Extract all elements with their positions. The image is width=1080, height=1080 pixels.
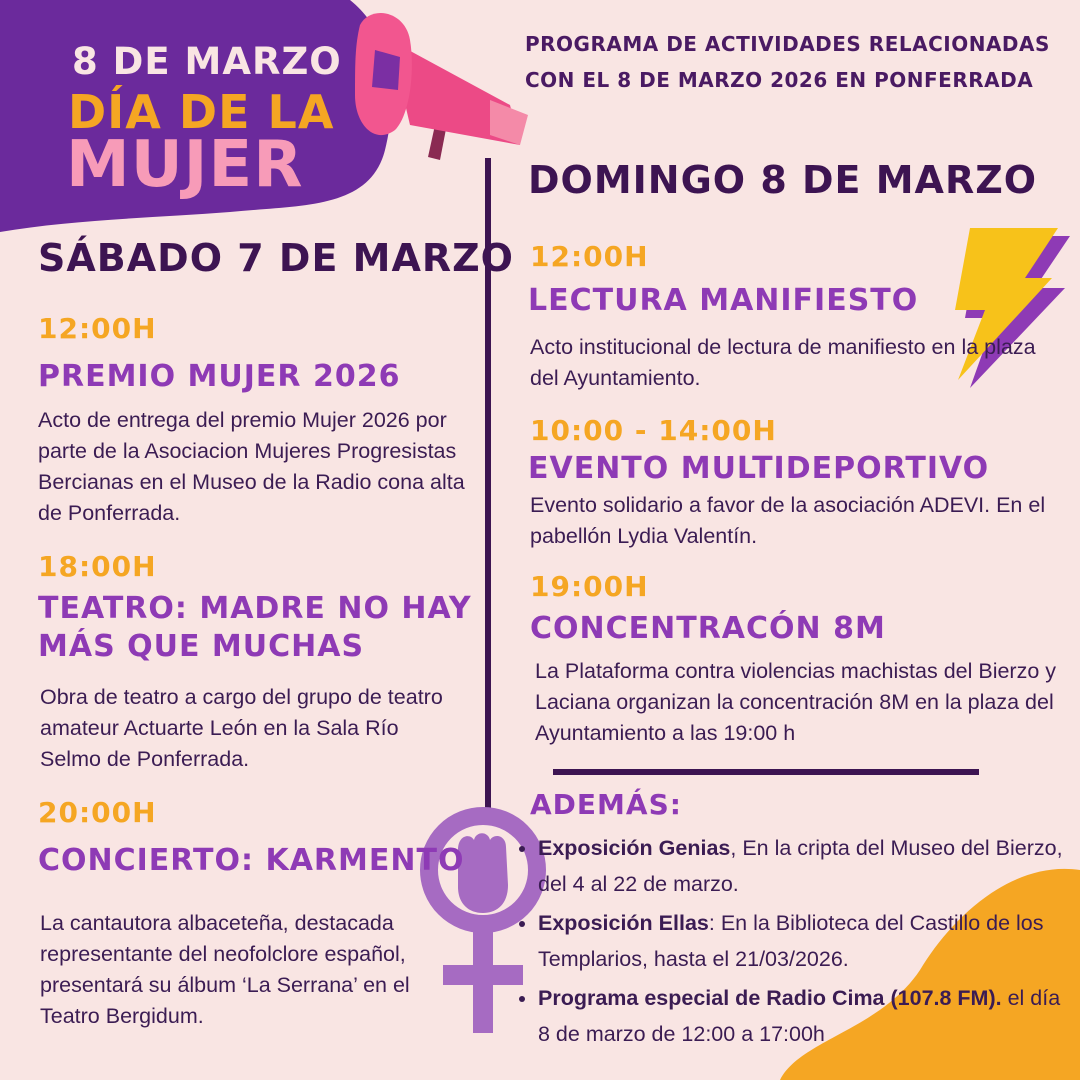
header-woman: MUJER [66,128,304,202]
list-item [538,980,1065,1052]
event-description: Acto de entrega del premio Mujer 2026 por parte de la Asociacion Mujeres Progresistas Bercianas en el Museo de la Radio cona alta de Ponferrada. [38,408,465,525]
event-description: La Plataforma contra violencias machistas del Bierzo y Laciana organizan la concentración 8M en la plaza del Ayuntamiento a las 19:00 h [535,659,1057,745]
program-title-line1: PROGRAMA DE ACTIVIDADES RELACIONADAS [525,32,1050,56]
event-description: Evento solidario a favor de la asociación ADEVI. En el pabellón Lydia Valentín. [530,493,1046,548]
event-time: 12:00H [530,240,649,273]
event-time: 12:00H [38,312,157,345]
sunday-title: DOMINGO 8 DE MARZO [528,158,1038,202]
ademas-list [510,830,1065,1055]
list-item-text: el día 8 de marzo de 12:00 a 17:00h [538,986,1061,1046]
event-title: PREMIO MUJER 2026 [38,359,401,394]
event-title-line2: MÁS QUE MUCHAS [38,629,365,664]
list-item [538,830,1065,902]
ademas-title: ADEMÁS: [530,788,682,821]
list-item-title: Exposición Ellas [538,911,709,935]
event-description: Obra de teatro a cargo del grupo de teatro amateur Actuarte León en la Sala Río Selmo de Ponferrada. [40,685,443,771]
list-item-text: , En la cripta del Museo del Bierzo, del 4 al 22 de marzo. [538,836,1063,896]
list-item-title: Exposición Genias [538,836,731,860]
program-title-line2: CON EL 8 DE MARZO 2026 EN PONFERRADA [525,68,1034,92]
list-item [538,905,1065,977]
megaphone-icon [350,5,530,170]
event-title: EVENTO MULTIDEPORTIVO [528,451,990,486]
event-time: 10:00 - 14:00H [530,414,777,447]
header-day: DÍA DE LA [68,85,335,139]
event-time: 20:00H [38,796,157,829]
event-time: 19:00H [530,570,649,603]
event-title: CONCIERTO: KARMENTO [38,843,465,878]
list-item-title: Programa especial de Radio Cima (107.8 FM). [538,986,1002,1010]
event-description: Acto institucional de lectura de manifiesto en la plaza del Ayuntamiento. [530,335,1036,390]
event-time: 18:00H [38,550,157,583]
list-item-text: : En la Biblioteca del Castillo de los Templarios, hasta el 21/03/2026. [538,911,1044,971]
event-title [38,590,472,666]
ademas-divider [553,769,979,775]
event-description: La cantautora albaceteña, destacada representante del neofolclore español, presentará su álbum ‘La Serrana’ en el Teatro Bergidum. [40,911,410,1028]
program-title [525,26,1050,98]
event-title: CONCENTRACÓN 8M [530,611,886,646]
saturday-title: SÁBADO 7 DE MARZO [38,236,514,280]
event-title: LECTURA MANIFIESTO [528,283,919,318]
event-title-line1: TEATRO: MADRE NO HAY [38,591,472,626]
header-date: 8 DE MARZO [72,40,342,83]
